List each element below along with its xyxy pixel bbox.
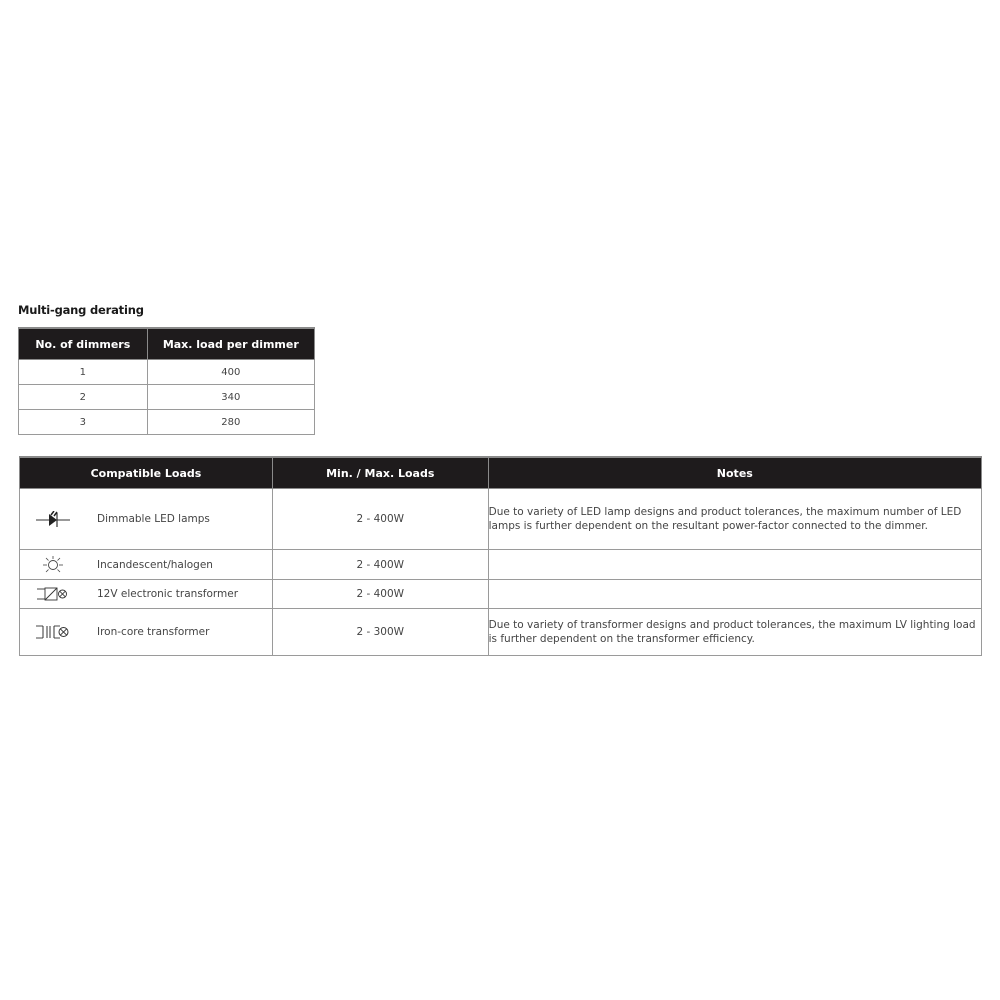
header-max-load: Max. load per dimmer [147,328,314,360]
table-row [19,410,315,435]
note-cell [488,550,981,580]
max-load-cell: 280 [147,410,314,435]
max-load-cell: 400 [147,360,314,385]
max-load-cell: 340 [147,385,314,410]
load-label: Incandescent/halogen [97,558,213,571]
electronic-transformer-icon [28,587,78,601]
header-no-of-dimmers: No. of dimmers [19,328,148,360]
incandescent-lamp-icon [28,556,78,574]
range-cell: 2 - 300W [272,609,488,656]
header-compatible-loads: Compatible Loads [20,457,273,489]
table-row [20,550,982,580]
range-cell: 2 - 400W [272,489,488,550]
load-label: Iron-core transformer [97,626,210,638]
compatible-loads-table [19,456,982,656]
header-notes: Notes [488,457,981,489]
table-row [20,489,982,550]
range-cell: 2 - 400W [272,580,488,609]
note-cell: Due to variety of transformer designs and product tolerances, the maximum LV lighting load is further dependent on the transformer efficiency. [488,609,981,656]
table-row [20,580,982,609]
table-row [19,360,315,385]
derating-title: Multi-gang derating [18,303,144,317]
derating-table [18,327,315,435]
header-min-max-loads: Min. / Max. Loads [272,457,488,489]
range-cell: 2 - 400W [272,550,488,580]
note-cell: Due to variety of LED lamp designs and product tolerances, the maximum number of LED lamps is further dependent on the resultant power-factor connected to the dimmer. [488,489,981,550]
load-label: 12V electronic transformer [97,588,239,600]
derating-header-row [19,328,315,360]
dimmers-cell: 1 [19,360,148,385]
loads-header-row [20,457,982,489]
table-row [20,609,982,656]
iron-core-transformer-icon [28,624,78,640]
load-label: Dimmable LED lamps [97,513,210,525]
table-row [19,385,315,410]
led-lamp-icon [28,511,78,527]
dimmers-cell: 3 [19,410,148,435]
dimmers-cell: 2 [19,385,148,410]
note-cell [488,580,981,609]
